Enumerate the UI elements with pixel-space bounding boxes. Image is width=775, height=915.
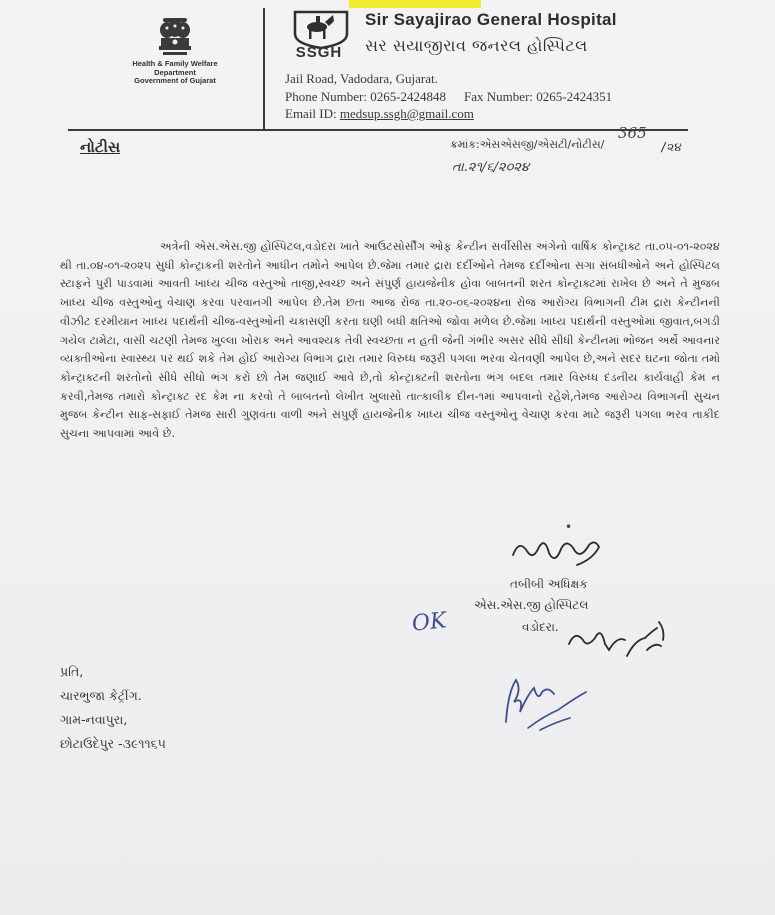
- recipient-village: ગામ-નવાપુરા,: [60, 712, 128, 727]
- blue-ink-signature: [498, 672, 593, 732]
- state-emblem-icon: [143, 14, 207, 62]
- hospital-name-english: Sir Sayajirao General Hospital: [365, 10, 617, 29]
- department-line-1: Health & Family Welfare: [132, 59, 218, 68]
- contact-numbers: [285, 89, 612, 105]
- department-line-2: Department: [154, 67, 196, 77]
- reference-handwritten-number: 365: [618, 124, 647, 142]
- signature-scribble: [505, 525, 605, 575]
- handwritten-initials: [565, 610, 675, 670]
- phone-number: Phone Number: 0265-2424848: [285, 89, 447, 104]
- notice-title: નોટીસ: [80, 138, 121, 156]
- logo-text: SSGH: [295, 44, 343, 61]
- reference-suffix: /૨૪: [660, 140, 682, 154]
- department-line-3: Government of Gujarat: [134, 76, 216, 85]
- signatory-hospital: એસ.એસ.જી હોસ્પિટલ: [474, 598, 589, 612]
- reference-number: ક્રમાંક:એસએસજી/એસટી/નોટીસ/: [450, 138, 605, 151]
- highlight-mark: [349, 0, 481, 8]
- hospital-address: Jail Road, Vadodara, Gujarat.: [285, 71, 438, 86]
- recipient-to-label: પ્રતિ,: [60, 664, 84, 679]
- fax-number: Fax Number: 0265-2424351: [464, 89, 613, 104]
- recipient-city: છોટાઉદેપુર -૩૯૧૧૬૫: [60, 736, 166, 751]
- signatory-city: વડોદરા.: [522, 620, 559, 634]
- tick-mark: •: [565, 520, 573, 534]
- department-name: [95, 60, 255, 86]
- handwritten-ok-note: OK: [410, 608, 448, 637]
- email-row: [285, 106, 474, 122]
- hospital-name-gujarati: સર સયાજીરાવ જનરલ હોસ્પિટલ: [365, 36, 588, 55]
- email-link[interactable]: medsup.ssgh@gmail.com: [339, 106, 474, 121]
- email-label: Email ID:: [285, 106, 337, 121]
- signatory-title: તબીબી અધિક્ષક: [510, 577, 588, 591]
- header-rule: [68, 129, 688, 131]
- recipient-name: ચારભુજા કેટ્રીંગ.: [60, 688, 142, 703]
- notice-body: અત્રેની એસ.એસ.જી હોસ્પિટલ,વડોદરા ખાતે આઉટસોર્સીંગ ઓફ કેન્ટીન સર્વીસીસ અંગેનો વાર્ષિક કોન્ટ્રાક્ટ તા.૦૫-૦૧-૨૦૨૪ થી તા.૦૪-૦૧-૨૦૨૫ સુધી કોન્ટ્રાકની શરતોને આધીન તમોને આપેલ છે.જેમા તમાર દ્રારા દર્દીઓને તેમજ દર્દીઓના સગા સંબધીઓને અને હોસ્પિટલ સ્ટાફને પુરી પાડવામાં આવતી ખાધ્ય ચીજ વસ્તુઓ તાજી,સ્વચ્છ અને સંપુર્ણ હાયજેનીક હોવા બાબતની શરત કોન્ટ્રાક્ટમાં રાખેલ છે અને તે મુજબ ખાધ્ય ચીજ વસ્તુઓનુ વેચાણ કરવા પરવાનગી આપેલ છે.તેમ છતા આજ રોજ તા.૨૦-૦૬-૨૦૨૪ના રોજ આરોગ્ય વિભાગની ટીમ દ્રારા કેન્ટીનની વીઝીટ દરમીયાન ખાધ્ય પદાર્થની ચીજ-વસ્તુઓની ચકાસણી કરતા ઘણી બધી ક્ષતિઓ જોવા મળેલ છે.જેમા ખાધ્ય પદાર્થની વસ્તુઓમાં જીવાત,બગડી ગયેલ ટામેટા, વાસી ચટણી તેમજ ખુલ્લા ખોરાક અને આવશ્યક તેવી સ્વચ્છતા ન હતી જેની ગંભીર અસર સીધે સીધી કેન્ટીનમાં ભોજન અર્થે આવનાર વ્યક્તીઓના સ્વાસ્થ્ય પર થઈ શકે તેમ હોઈ આરોગ્ય વિભાગ દ્રારા તમાર વિરુધ્ધ જરૂરી પગલા ભરવા ચેતવણી આપેલ છે,અને સદર ઘટના જોતા તમો કોન્ટ્રાક્ટની શરતોનો સીધે સીધો ભંગ કરો છો તેમ જણાઈ આવે છે,તો કોન્ટ્રાક્ટની શરતોના ભંગ બદલ તમાર વિરુધ્ધ દંડનીય કાર્યવાહી કેમ ન કરવી,તેમજ તમારો કોન્ટ્રાક્ટ રદ કેમ ના કરવો તે બાબતનો લેખીત ખુલાસો તાત્કાલીક દીન-૧માં આપવાનો રહેશે,તેમજ આરોગ્ય વિભાગની સુચન મુજબ કેન્ટીન સાફ-સફાઈ તેમજ સારી ગુણવંતા વાળી અને સંપુર્ણ હાયજેનીક ખાધ્ય ચીજ વસ્તુઓનુ વેચાણ કરવા માટે જરૂરી પગલા ભરવ તાકીદ સુચના આપવામાં આવે છે.: [60, 240, 720, 441]
- header-divider: [263, 8, 265, 130]
- notice-date: તા.૨૧/૬/૨૦૨૪: [452, 160, 530, 175]
